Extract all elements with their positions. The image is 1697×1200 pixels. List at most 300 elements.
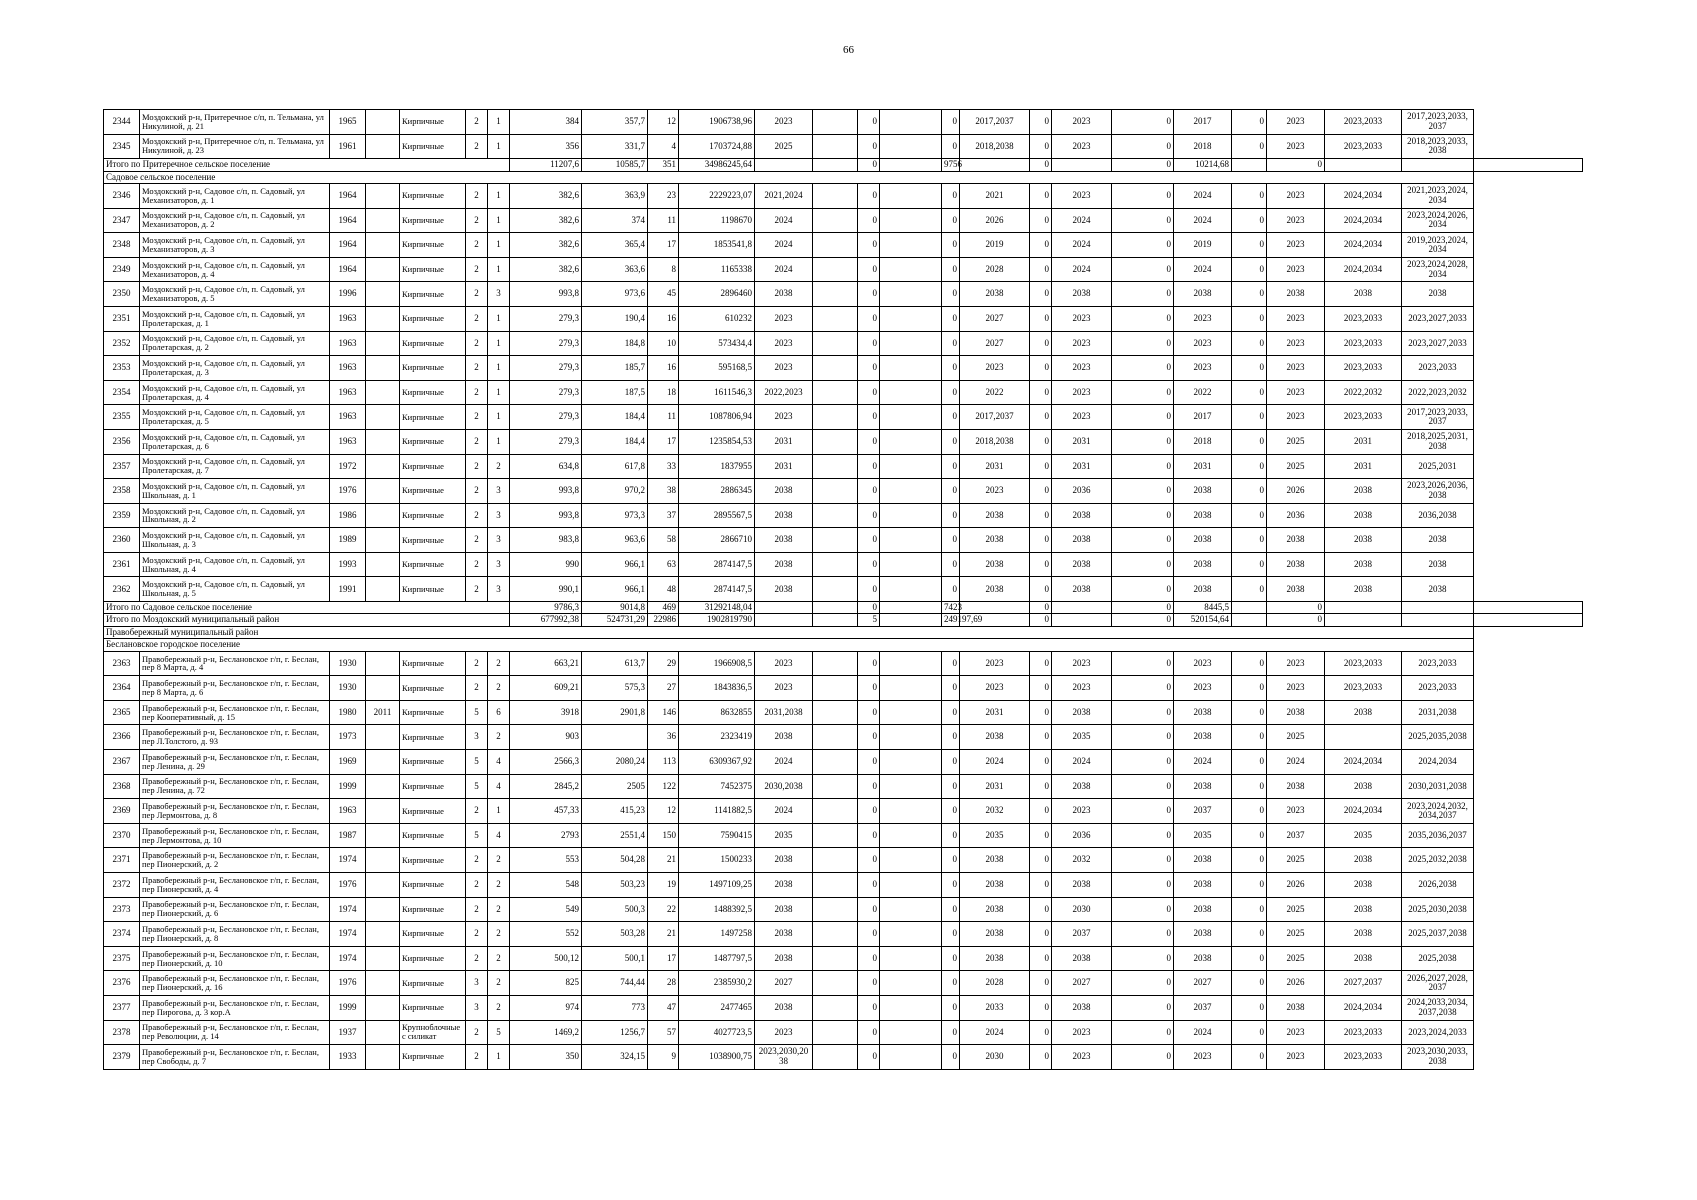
- subtotal-cell: [880, 602, 942, 614]
- table-cell: 0: [1112, 429, 1174, 454]
- table-cell: 2376: [104, 971, 140, 996]
- table-cell: [813, 282, 858, 307]
- table-cell: 2023: [1174, 1045, 1232, 1070]
- subtotal-cell: [813, 614, 858, 626]
- table-cell: 2: [466, 331, 488, 356]
- table-cell: 2845,2: [510, 774, 582, 799]
- table-cell: [366, 110, 400, 135]
- table-cell: 2036,2038: [1402, 503, 1474, 528]
- table-cell: 2038: [1174, 552, 1232, 577]
- table-cell: 500,3: [582, 897, 648, 922]
- table-cell: 609,21: [510, 676, 582, 701]
- table-cell: 2038: [755, 995, 813, 1020]
- table-cell: [880, 528, 942, 553]
- table-cell: Правобережный р-н, Беслановское г/п, г. Беслан, пер Лермонтова, д. 10: [140, 823, 330, 848]
- table-cell: 573434,4: [679, 331, 755, 356]
- table-cell: [813, 503, 858, 528]
- table-cell: 2017,2023,2033, 2037: [1402, 110, 1474, 135]
- table-cell: 0: [1030, 922, 1052, 947]
- table-cell: [880, 331, 942, 356]
- table-cell: 903: [510, 725, 582, 750]
- table-cell: 2038: [1174, 503, 1232, 528]
- table-cell: 2038: [1052, 528, 1112, 553]
- table-cell: 279,3: [510, 405, 582, 430]
- table-cell: 2365: [104, 700, 140, 725]
- table-cell: 2: [488, 651, 510, 676]
- table-cell: 2023: [1267, 356, 1325, 381]
- table-cell: 1976: [330, 872, 366, 897]
- table-cell: 0: [1232, 528, 1267, 553]
- table-cell: 2370: [104, 823, 140, 848]
- table-cell: [366, 995, 400, 1020]
- table-cell: [813, 872, 858, 897]
- table-cell: [880, 552, 942, 577]
- table-cell: [582, 725, 648, 750]
- table-cell: 1980: [330, 700, 366, 725]
- table-row: [104, 380, 1583, 405]
- table-cell: 966,1: [582, 577, 648, 602]
- table-cell: 2023: [1052, 110, 1112, 135]
- table-cell: 2: [466, 1020, 488, 1045]
- table-cell: 2023: [1052, 306, 1112, 331]
- table-cell: 2038: [1325, 848, 1402, 873]
- table-cell: Моздокский р-н, Садовое с/п, п. Садовый, ул Пролетарская, д. 2: [140, 331, 330, 356]
- table-cell: 2323419: [679, 725, 755, 750]
- table-cell: 2: [466, 577, 488, 602]
- table-cell: 2: [466, 356, 488, 381]
- table-cell: [366, 331, 400, 356]
- table-cell: [880, 774, 942, 799]
- table-cell: 2374: [104, 922, 140, 947]
- table-cell: 21: [648, 922, 679, 947]
- table-cell: Правобережный р-н, Беслановское г/п, г. Беслан, пер Пионерский, д. 8: [140, 922, 330, 947]
- table-cell: 2037: [1267, 823, 1325, 848]
- table-cell: 0: [942, 774, 960, 799]
- table-cell: [813, 233, 858, 258]
- table-row: [104, 110, 1583, 135]
- table-cell: 2031: [960, 454, 1030, 479]
- table-cell: 2023: [960, 479, 1030, 504]
- table-cell: 2024,2034: [1325, 233, 1402, 258]
- table-cell: [880, 183, 942, 208]
- table-cell: 36: [648, 725, 679, 750]
- table-cell: Правобережный р-н, Беслановское г/п, г. Беслан, пер Л.Толстого, д. 93: [140, 725, 330, 750]
- subtotal-row: [104, 602, 1583, 614]
- table-cell: [366, 848, 400, 873]
- table-cell: 17: [648, 946, 679, 971]
- table-cell: Моздокский р-н, Садовое с/п, п. Садовый, ул Пролетарская, д. 6: [140, 429, 330, 454]
- table-cell: 0: [942, 651, 960, 676]
- table-cell: Кирпичные: [400, 552, 466, 577]
- table-cell: 2023,2033: [1325, 134, 1402, 159]
- table-cell: 2038: [1325, 897, 1402, 922]
- table-cell: 2: [466, 134, 488, 159]
- subtotal-row: [104, 614, 1583, 626]
- table-cell: 1963: [330, 356, 366, 381]
- table-cell: 2023: [1267, 405, 1325, 430]
- table-cell: 2379: [104, 1045, 140, 1070]
- table-cell: 1906738,96: [679, 110, 755, 135]
- table-cell: 0: [858, 897, 880, 922]
- table-cell: 2024: [1052, 233, 1112, 258]
- table-cell: 1087806,94: [679, 405, 755, 430]
- table-cell: 2360: [104, 528, 140, 553]
- table-row: [104, 208, 1583, 233]
- table-cell: Моздокский р-н, Садовое с/п, п. Садовый, ул Пролетарская, д. 3: [140, 356, 330, 381]
- table-cell: 2023: [1052, 1045, 1112, 1070]
- table-cell: 374: [582, 208, 648, 233]
- table-cell: 1: [488, 183, 510, 208]
- table-cell: 2025: [755, 134, 813, 159]
- table-cell: 0: [1112, 454, 1174, 479]
- table-cell: 0: [1030, 405, 1052, 430]
- table-cell: 2031: [1325, 454, 1402, 479]
- table-cell: 2350: [104, 282, 140, 307]
- table-cell: 0: [858, 676, 880, 701]
- table-cell: 2: [466, 208, 488, 233]
- table-cell: 2023,2024,2028, 2034: [1402, 257, 1474, 282]
- table-cell: 0: [1232, 331, 1267, 356]
- table-cell: 0: [942, 946, 960, 971]
- table-cell: 0: [1030, 479, 1052, 504]
- table-cell: 2362: [104, 577, 140, 602]
- table-cell: 2027: [755, 971, 813, 996]
- table-cell: 0: [1232, 872, 1267, 897]
- table-cell: 0: [1030, 257, 1052, 282]
- table-cell: [366, 306, 400, 331]
- table-cell: 415,23: [582, 799, 648, 824]
- table-cell: 382,6: [510, 257, 582, 282]
- table-cell: 2: [488, 946, 510, 971]
- table-cell: 1987: [330, 823, 366, 848]
- table-cell: 2036: [1052, 479, 1112, 504]
- table-cell: 0: [858, 454, 880, 479]
- table-cell: 2018,2025,2031, 2038: [1402, 429, 1474, 454]
- table-cell: [880, 725, 942, 750]
- table-cell: 2: [466, 848, 488, 873]
- subtotal-cell: Итого по Моздокский муниципальный район: [104, 614, 510, 626]
- table-cell: 0: [1112, 552, 1174, 577]
- table-cell: 2035: [755, 823, 813, 848]
- table-cell: 2: [466, 897, 488, 922]
- table-cell: 0: [1112, 750, 1174, 775]
- table-cell: [366, 257, 400, 282]
- table-cell: 2901,8: [582, 700, 648, 725]
- table-cell: 2024,2034: [1325, 208, 1402, 233]
- table-cell: 2347: [104, 208, 140, 233]
- table-cell: 0: [1112, 356, 1174, 381]
- subtotal-cell: 1902819790: [679, 614, 755, 626]
- table-cell: 33: [648, 454, 679, 479]
- table-cell: 0: [1030, 380, 1052, 405]
- table-cell: 2023: [1267, 380, 1325, 405]
- table-cell: 2: [466, 651, 488, 676]
- table-row: [104, 356, 1583, 381]
- table-cell: 500,1: [582, 946, 648, 971]
- table-cell: [813, 1045, 858, 1070]
- table-cell: 0: [1030, 700, 1052, 725]
- table-row: [104, 577, 1583, 602]
- table-cell: Кирпичные: [400, 454, 466, 479]
- table-cell: [813, 676, 858, 701]
- table-cell: 0: [1030, 1020, 1052, 1045]
- table-cell: 2373: [104, 897, 140, 922]
- table-cell: 2023: [1052, 380, 1112, 405]
- table-cell: 1930: [330, 651, 366, 676]
- table-cell: 2031: [1052, 454, 1112, 479]
- table-cell: 2024: [960, 750, 1030, 775]
- table-cell: 0: [858, 946, 880, 971]
- table-cell: 2038: [1174, 725, 1232, 750]
- table-cell: 0: [1112, 528, 1174, 553]
- table-cell: 2355: [104, 405, 140, 430]
- table-cell: 2031: [1325, 429, 1402, 454]
- table-cell: 0: [1112, 897, 1174, 922]
- table-cell: [813, 848, 858, 873]
- table-cell: [813, 479, 858, 504]
- table-cell: 2: [488, 872, 510, 897]
- table-cell: 2023,2033: [1325, 1045, 1402, 1070]
- table-cell: Кирпичные: [400, 479, 466, 504]
- table-cell: [366, 134, 400, 159]
- table-cell: 1165338: [679, 257, 755, 282]
- table-cell: 500,12: [510, 946, 582, 971]
- table-cell: 38: [648, 479, 679, 504]
- table-cell: 2038: [960, 725, 1030, 750]
- table-cell: 2023,2024,2026, 2034: [1402, 208, 1474, 233]
- table-cell: 2019: [960, 233, 1030, 258]
- table-cell: 2023: [960, 676, 1030, 701]
- table-row: [104, 134, 1583, 159]
- table-cell: 1: [488, 405, 510, 430]
- table-cell: 610232: [679, 306, 755, 331]
- subtotal-cell: 677992,38: [510, 614, 582, 626]
- table-row: [104, 799, 1583, 824]
- table-cell: [880, 380, 942, 405]
- table-cell: 0: [858, 799, 880, 824]
- table-cell: 1999: [330, 995, 366, 1020]
- table-cell: 2035: [1325, 823, 1402, 848]
- table-cell: [813, 183, 858, 208]
- table-cell: [366, 897, 400, 922]
- table-cell: 2353: [104, 356, 140, 381]
- table-cell: 2: [466, 799, 488, 824]
- table-cell: 2: [488, 995, 510, 1020]
- table-cell: 2023: [960, 651, 1030, 676]
- table-cell: 0: [1112, 282, 1174, 307]
- table-cell: 0: [942, 577, 960, 602]
- table-cell: Моздокский р-н, Садовое с/п, п. Садовый, ул Школьная, д. 2: [140, 503, 330, 528]
- table-cell: 0: [1232, 995, 1267, 1020]
- table-cell: 1974: [330, 848, 366, 873]
- table-cell: 184,4: [582, 429, 648, 454]
- table-cell: 3: [466, 725, 488, 750]
- table-cell: 2023: [1267, 208, 1325, 233]
- table-cell: [880, 799, 942, 824]
- table-cell: Правобережный р-н, Беслановское г/п, г. Беслан, пер Пионерский, д. 4: [140, 872, 330, 897]
- table-cell: 2348: [104, 233, 140, 258]
- section-header-row: [104, 639, 1583, 651]
- table-cell: [880, 429, 942, 454]
- table-cell: 0: [1232, 922, 1267, 947]
- table-cell: 2: [466, 233, 488, 258]
- table-cell: 2023: [1052, 405, 1112, 430]
- table-cell: [813, 577, 858, 602]
- table-cell: Кирпичные: [400, 823, 466, 848]
- table-cell: [880, 454, 942, 479]
- table-cell: 1991: [330, 577, 366, 602]
- table-cell: 0: [1232, 823, 1267, 848]
- table-cell: [880, 306, 942, 331]
- table-cell: 2019: [1174, 233, 1232, 258]
- table-cell: Моздокский р-н, Садовое с/п, п. Садовый, ул Пролетарская, д. 5: [140, 405, 330, 430]
- subtotal-cell: [880, 159, 942, 171]
- table-cell: 0: [942, 922, 960, 947]
- table-cell: 0: [1232, 700, 1267, 725]
- table-cell: 1: [488, 331, 510, 356]
- table-cell: 27: [648, 676, 679, 701]
- table-cell: Кирпичные: [400, 306, 466, 331]
- subtotal-cell: 0: [1267, 614, 1325, 626]
- table-cell: 2033: [960, 995, 1030, 1020]
- table-cell: 190,4: [582, 306, 648, 331]
- table-cell: 0: [1232, 651, 1267, 676]
- table-cell: [813, 356, 858, 381]
- table-cell: 2: [488, 922, 510, 947]
- section-title: Садовое сельское поселение: [104, 171, 1474, 183]
- table-cell: 0: [1112, 1045, 1174, 1070]
- table-cell: 1497109,25: [679, 872, 755, 897]
- table-cell: 2018,2038: [960, 134, 1030, 159]
- table-cell: 2: [466, 528, 488, 553]
- table-cell: [880, 995, 942, 1020]
- table-cell: 0: [1030, 577, 1052, 602]
- table-cell: 1703724,88: [679, 134, 755, 159]
- table-cell: 2023: [755, 306, 813, 331]
- table-cell: [366, 823, 400, 848]
- table-cell: 552: [510, 922, 582, 947]
- table-cell: Кирпичные: [400, 528, 466, 553]
- table-cell: 113: [648, 750, 679, 775]
- table-cell: 1: [488, 356, 510, 381]
- table-cell: 0: [1112, 183, 1174, 208]
- table-cell: 2024: [1174, 257, 1232, 282]
- table-cell: 11: [648, 405, 679, 430]
- table-cell: 37: [648, 503, 679, 528]
- table-cell: 2: [466, 946, 488, 971]
- table-cell: Кирпичные: [400, 257, 466, 282]
- table-cell: 2025,2031: [1402, 454, 1474, 479]
- table-cell: [366, 946, 400, 971]
- table-cell: 0: [942, 799, 960, 824]
- table-cell: 4027723,5: [679, 1020, 755, 1045]
- table-cell: 1964: [330, 208, 366, 233]
- subtotal-cell: [1325, 602, 1402, 614]
- table-cell: 0: [1232, 946, 1267, 971]
- table-cell: 0: [1030, 503, 1052, 528]
- table-cell: 2023: [1267, 1020, 1325, 1045]
- table-cell: 1986: [330, 503, 366, 528]
- table-cell: [880, 233, 942, 258]
- table-cell: Моздокский р-н, Садовое с/п, п. Садовый, ул Школьная, д. 3: [140, 528, 330, 553]
- table-cell: 2031: [960, 700, 1030, 725]
- table-cell: [366, 233, 400, 258]
- table-cell: 2038: [1325, 872, 1402, 897]
- table-cell: 2023: [1267, 331, 1325, 356]
- table-cell: 146: [648, 700, 679, 725]
- table-cell: 2038: [1325, 922, 1402, 947]
- table-cell: 2019,2023,2024, 2034: [1402, 233, 1474, 258]
- table-cell: 1235854,53: [679, 429, 755, 454]
- table-cell: 2031: [755, 454, 813, 479]
- table-cell: 2038: [960, 872, 1030, 897]
- table-cell: 2023: [1052, 799, 1112, 824]
- table-cell: [813, 971, 858, 996]
- table-cell: [366, 922, 400, 947]
- table-cell: 2038: [1174, 479, 1232, 504]
- table-cell: 0: [942, 233, 960, 258]
- table-cell: 2038: [1174, 848, 1232, 873]
- table-cell: 1837955: [679, 454, 755, 479]
- table-row: [104, 676, 1583, 701]
- table-cell: 2038: [1402, 552, 1474, 577]
- table-cell: 2024,2033,2034, 2037,2038: [1402, 995, 1474, 1020]
- table-cell: 3: [488, 282, 510, 307]
- table-cell: 2023,2033: [1325, 651, 1402, 676]
- table-cell: [813, 946, 858, 971]
- table-cell: 1937: [330, 1020, 366, 1045]
- table-cell: 2038: [1325, 946, 1402, 971]
- table-cell: 0: [1112, 848, 1174, 873]
- table-cell: 2023,2033: [1402, 356, 1474, 381]
- table-cell: 0: [942, 183, 960, 208]
- table-cell: 2023: [960, 356, 1030, 381]
- table-cell: 2023: [755, 356, 813, 381]
- table-cell: 16: [648, 356, 679, 381]
- table-cell: 2021,2023,2024, 2034: [1402, 183, 1474, 208]
- table-cell: 2: [466, 110, 488, 135]
- table-row: [104, 971, 1583, 996]
- table-cell: 2035: [1052, 725, 1112, 750]
- table-cell: 0: [858, 306, 880, 331]
- table-cell: 357,7: [582, 110, 648, 135]
- table-cell: 382,6: [510, 208, 582, 233]
- table-cell: 2030,2038: [755, 774, 813, 799]
- table-cell: 2038: [1267, 552, 1325, 577]
- table-cell: 2349: [104, 257, 140, 282]
- table-cell: 2371: [104, 848, 140, 873]
- table-cell: Кирпичные: [400, 676, 466, 701]
- table-cell: 0: [858, 872, 880, 897]
- table-cell: 0: [1232, 503, 1267, 528]
- table-cell: 2038: [960, 503, 1030, 528]
- table-cell: [813, 429, 858, 454]
- table-cell: 1933: [330, 1045, 366, 1070]
- table-cell: 63: [648, 552, 679, 577]
- table-cell: 0: [858, 356, 880, 381]
- table-cell: 10: [648, 331, 679, 356]
- table-cell: Моздокский р-н, Садовое с/п, п. Садовый, ул Механизаторов, д. 2: [140, 208, 330, 233]
- table-cell: Правобережный р-н, Беслановское г/п, г. Беслан, пер Кооперативный, д. 15: [140, 700, 330, 725]
- table-cell: 2866710: [679, 528, 755, 553]
- table-cell: 2: [488, 897, 510, 922]
- table-cell: 1141882,5: [679, 799, 755, 824]
- table-cell: 2: [466, 872, 488, 897]
- table-cell: 2: [466, 380, 488, 405]
- table-cell: 47: [648, 995, 679, 1020]
- table-cell: 2024: [1052, 208, 1112, 233]
- table-cell: 384: [510, 110, 582, 135]
